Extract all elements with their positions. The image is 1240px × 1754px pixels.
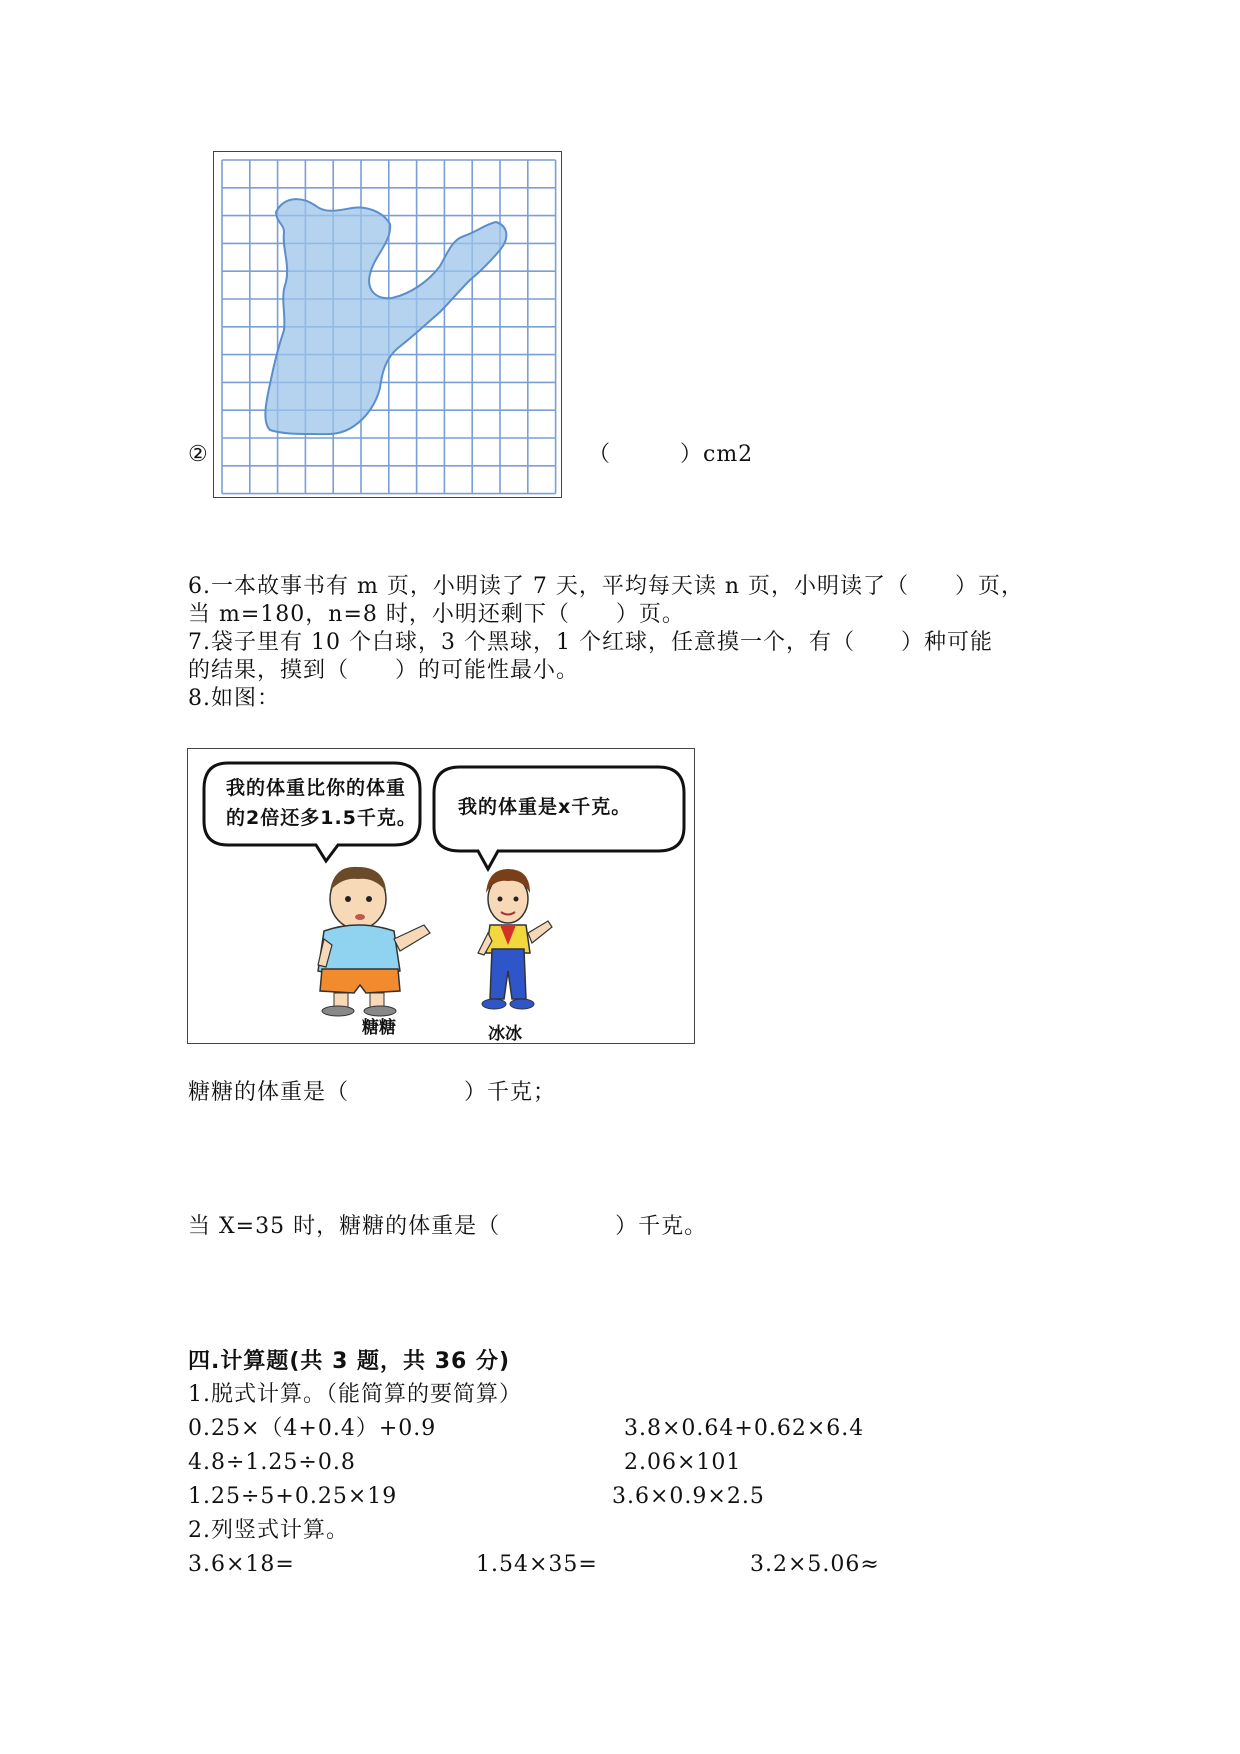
calc-item: 3.6×0.9×2.5 [612, 1484, 765, 1509]
irregular-shape [265, 199, 506, 434]
calc-item: 4.8÷1.25÷0.8 [188, 1450, 356, 1475]
figure-marker: ② [188, 442, 209, 467]
calc-item: 1.25÷5+0.25×19 [188, 1484, 398, 1509]
bubble-left-line-1: 我的体重比你的体重 [226, 777, 407, 799]
q8-answer-line-2: 当 X=35 时，糖糖的体重是（ ）千克。 [188, 1214, 708, 1239]
question-7-line-2: 的结果，摸到（ ）的可能性最小。 [188, 658, 580, 683]
cartoon-figure [187, 748, 695, 1044]
q8-answer-line-1: 糖糖的体重是（ ）千克； [188, 1080, 557, 1105]
character-tangtang [318, 867, 430, 1016]
calc-problem-2-title: 2.列竖式计算。 [188, 1518, 349, 1543]
question-7-line-1: 7.袋子里有 10 个白球，3 个黑球，1 个红球，任意摸一个，有（ ）种可能 [188, 630, 993, 655]
grid-shape-svg [214, 152, 561, 497]
bubble-left-line-2: 的2倍还多1.5千克。 [226, 807, 417, 829]
vertical-calc-item: 1.54×35= [476, 1552, 598, 1577]
question-6-line-2: 当 m=180，n=8 时，小明还剩下（ ）页。 [188, 602, 685, 627]
bubble-right-text: 我的体重是x千克。 [458, 796, 632, 818]
question-8-label: 8.如图： [188, 686, 280, 711]
vertical-calc-item: 3.6×18= [188, 1552, 295, 1577]
calc-item: 2.06×101 [624, 1450, 742, 1475]
question-6-line-1: 6.一本故事书有 m 页，小明读了 7 天，平均每天读 n 页，小明读了（ ）页， [188, 574, 1024, 599]
section-4-heading: 四.计算题(共 3 题，共 36 分) [188, 1349, 511, 1374]
calc-item: 3.8×0.64+0.62×6.4 [624, 1416, 865, 1441]
character-bingbing [478, 869, 552, 1009]
calc-item: 0.25×（4+0.4）+0.9 [188, 1416, 437, 1441]
name-tangtang: 糖糖 [362, 1018, 396, 1038]
area-answer-blank: （ ）cm2 [588, 442, 754, 467]
name-bingbing: 冰冰 [488, 1024, 522, 1043]
calc-problem-1-title: 1.脱式计算。（能简算的要简算） [188, 1382, 522, 1407]
cartoon-svg [188, 749, 694, 1043]
speech-bubble-right [434, 767, 684, 869]
grid-figure [213, 151, 562, 498]
vertical-calc-item: 3.2×5.06≈ [750, 1552, 880, 1577]
